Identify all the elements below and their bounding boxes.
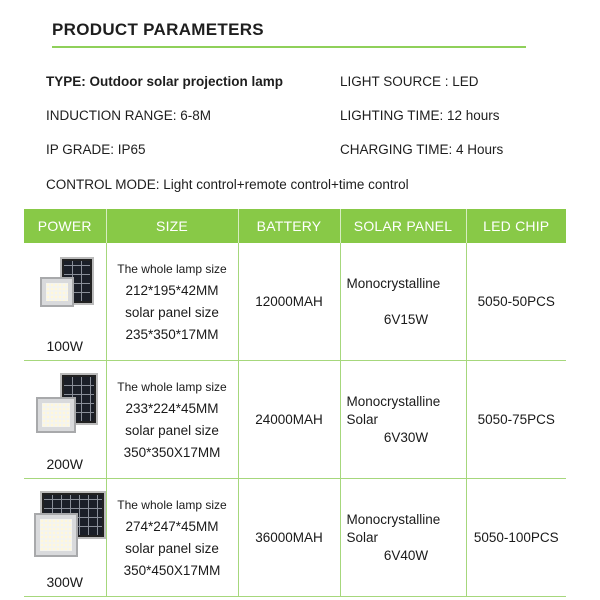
- solar-rating: 6V40W: [383, 547, 429, 563]
- table-row: [24, 479, 566, 597]
- param-charging-time: CHARGING TIME: 4 Hours: [340, 142, 504, 157]
- param-control-mode: CONTROL MODE: Light control+remote control+time control: [46, 177, 409, 192]
- header-led-chip: LED CHIP: [466, 209, 566, 243]
- solar-panel-cell: [340, 479, 466, 597]
- size-lamp-value: 274*247*45MM: [125, 518, 219, 534]
- solar-subtype: Solar: [346, 411, 379, 427]
- solar-type: Monocrystalline: [346, 393, 441, 409]
- param-light-source: LIGHT SOURCE : LED: [340, 74, 479, 89]
- led-chip-cell: 5050-75PCS: [466, 361, 566, 479]
- table-row: [24, 243, 566, 361]
- title-divider: [52, 46, 526, 48]
- lamp-product-image: [34, 255, 104, 325]
- size-lamp-value: 233*224*45MM: [125, 400, 219, 416]
- size-panel-value: 235*350*17MM: [125, 326, 219, 342]
- size-cell: [106, 243, 238, 361]
- param-lighting-time: LIGHTING TIME: 12 hours: [340, 108, 500, 123]
- solar-rating: 6V15W: [383, 311, 429, 327]
- header-solar-panel: SOLAR PANEL: [340, 209, 466, 243]
- size-panel-label: solar panel size: [125, 540, 219, 556]
- power-value: 300W: [46, 574, 84, 590]
- solar-panel-cell: [340, 361, 466, 479]
- power-value: 200W: [46, 456, 84, 472]
- power-value: 100W: [46, 338, 84, 354]
- size-cell: [106, 361, 238, 479]
- lamp-product-image: [34, 373, 104, 443]
- floodlight-icon: [40, 277, 74, 307]
- power-cell: [24, 243, 106, 361]
- size-panel-label: solar panel size: [125, 422, 219, 438]
- solar-subtype: Solar: [346, 529, 379, 545]
- solar-panel-cell: [340, 243, 466, 361]
- param-ip-grade: IP GRADE: IP65: [46, 142, 146, 157]
- size-panel-value: 350*350X17MM: [123, 444, 221, 460]
- page-title: PRODUCT PARAMETERS: [52, 20, 264, 39]
- size-lamp-label: The whole lamp size: [117, 261, 227, 276]
- size-panel-label: solar panel size: [125, 304, 219, 320]
- solar-type: Monocrystalline: [346, 511, 441, 527]
- header-battery: BATTERY: [238, 209, 340, 243]
- solar-type: Monocrystalline: [346, 275, 441, 291]
- size-lamp-label: The whole lamp size: [117, 497, 227, 512]
- header-size: SIZE: [106, 209, 238, 243]
- header-power: POWER: [24, 209, 106, 243]
- floodlight-icon: [34, 513, 78, 557]
- table-row: [24, 361, 566, 479]
- solar-rating: 6V30W: [383, 429, 429, 445]
- power-cell: [24, 361, 106, 479]
- table-header-row: [24, 209, 566, 243]
- floodlight-icon: [36, 397, 76, 433]
- param-induction-range: INDUCTION RANGE: 6-8M: [46, 108, 212, 123]
- led-chip-cell: 5050-50PCS: [466, 243, 566, 361]
- size-lamp-label: The whole lamp size: [117, 379, 227, 394]
- spec-table: [24, 209, 566, 597]
- size-lamp-value: 212*195*42MM: [125, 282, 219, 298]
- led-chip-cell: 5050-100PCS: [466, 479, 566, 597]
- size-cell: [106, 479, 238, 597]
- param-type: TYPE: Outdoor solar projection lamp: [46, 74, 284, 89]
- size-panel-value: 350*450X17MM: [123, 562, 221, 578]
- battery-cell: 24000MAH: [238, 361, 340, 479]
- power-cell: [24, 479, 106, 597]
- battery-cell: 36000MAH: [238, 479, 340, 597]
- battery-cell: 12000MAH: [238, 243, 340, 361]
- lamp-product-image: [34, 491, 104, 561]
